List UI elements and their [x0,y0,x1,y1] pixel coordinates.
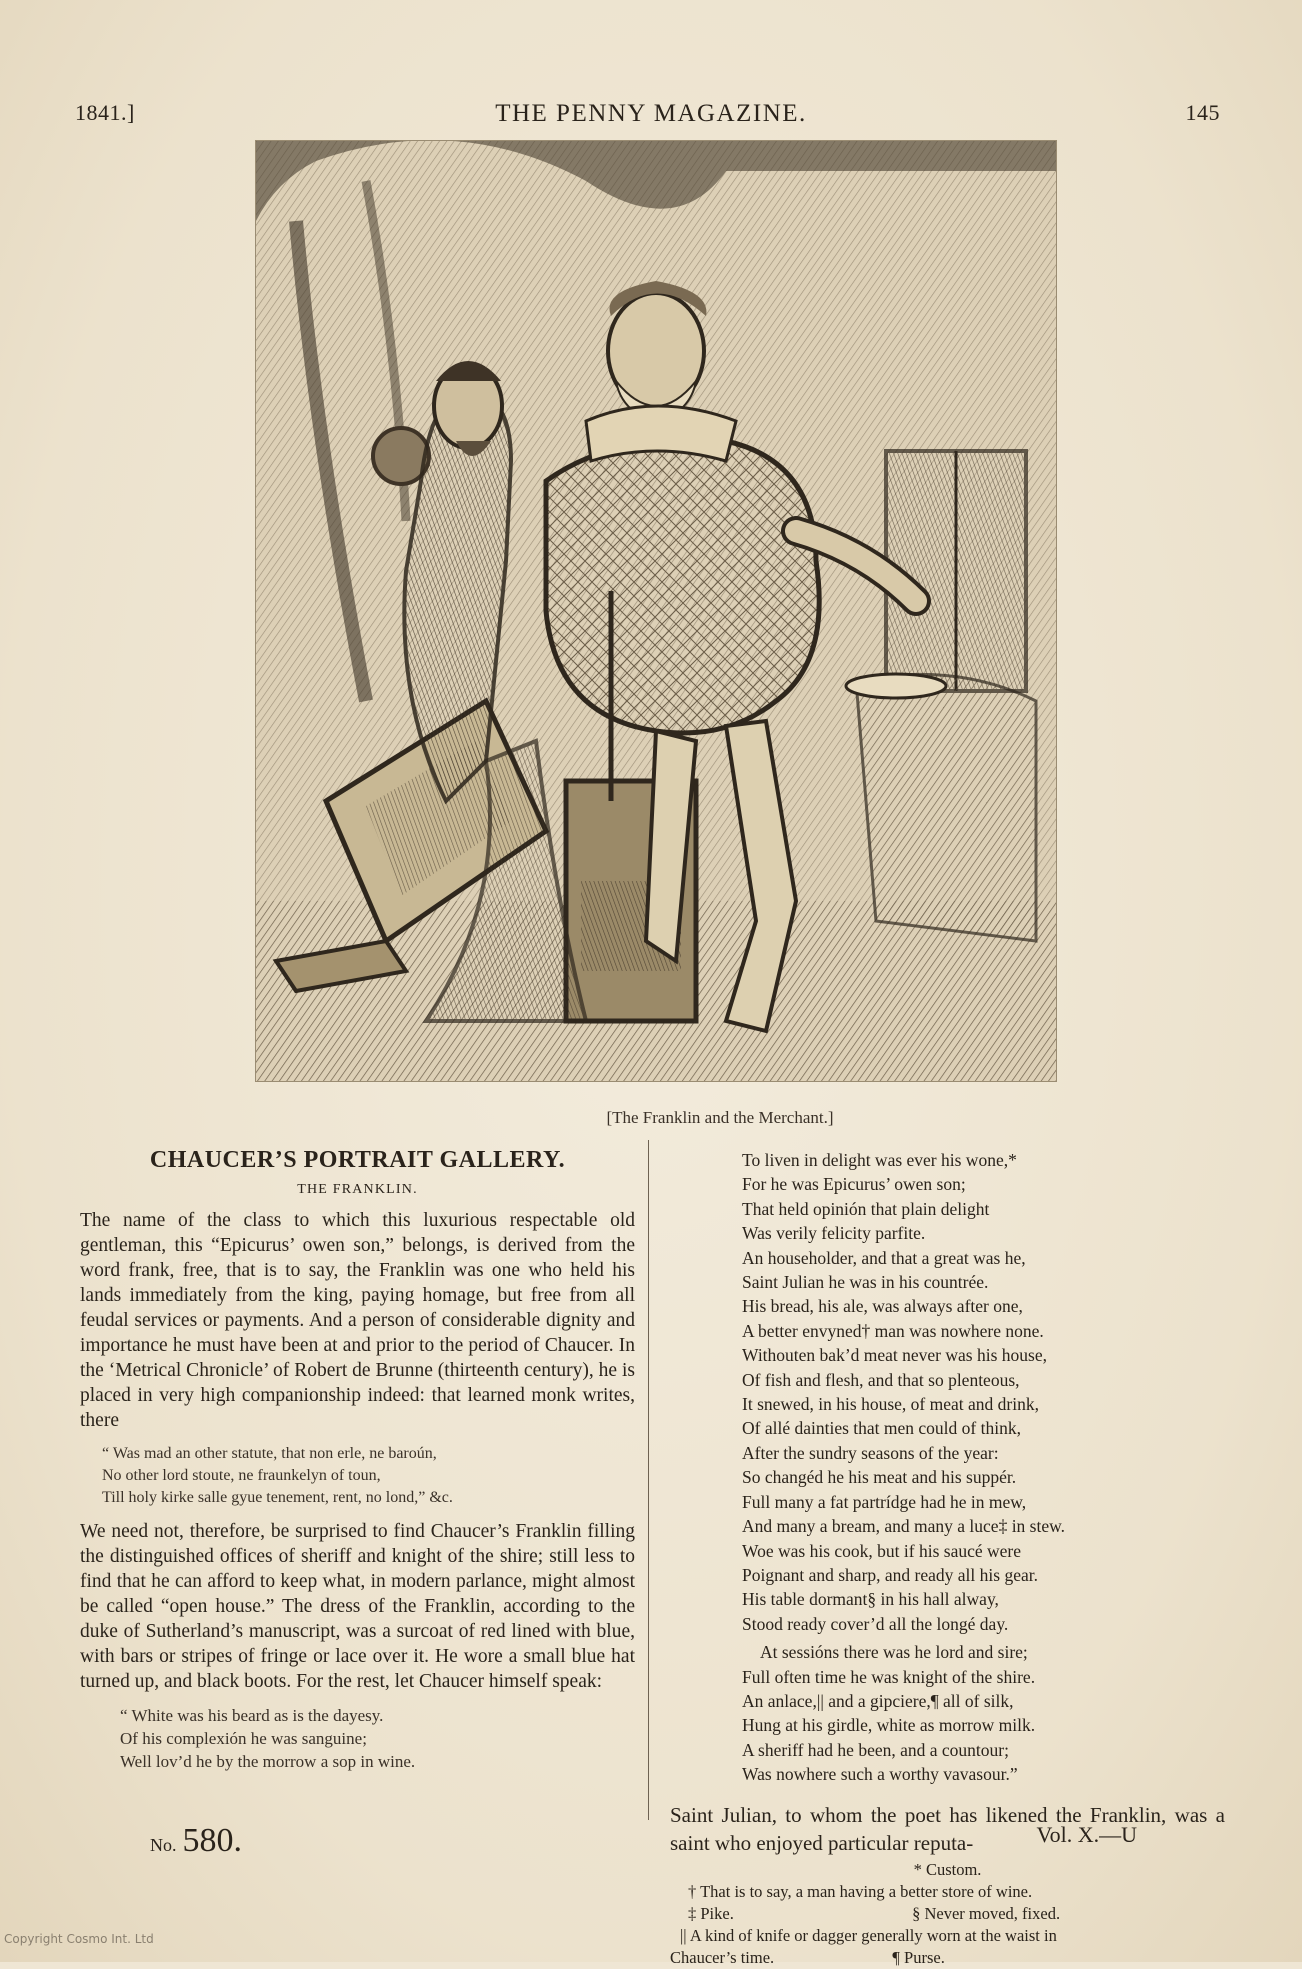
verse-line: For he was Epicurus’ owen son; [742,1174,966,1195]
verse-line: Stood ready cover’d all the longé day. [742,1613,1009,1634]
verse-line: Hung at his girdle, white as morrow milk. [742,1715,1036,1736]
verse-line: That held opinión that plain delight [742,1198,990,1219]
left-column [80,1148,635,1783]
verse-line: Of allé dainties that men could of think, [742,1418,1021,1439]
footnote: § Never moved, fixed. [912,1903,1061,1923]
issue-number-label: No. [150,1835,177,1855]
verse-line: Woe was his cook, but if his saucé were [742,1540,1022,1561]
footnote-row [670,1903,1225,1925]
verse-line: After the sundry seasons of the year: [742,1442,999,1463]
header-year: 1841.] [75,100,135,125]
footnotes [670,1859,1225,1969]
header-title: THE PENNY MAGAZINE. [495,100,807,127]
verse-line: His bread, his ale, was always after one, [742,1296,1023,1317]
header-page-number: 145 [1185,100,1220,125]
verse-line: His table dormant§ in his hall alway, [742,1589,999,1610]
verse-line: It snewed, in his house, of meat and drink, [742,1394,1039,1415]
verse-line: Was nowhere such a worthy vavasour.” [742,1764,1018,1785]
quote-line: Till holy kirke salle gyue tenement, rent, no lond,” &c. [102,1489,453,1506]
verse-line: To liven in delight was ever his wone,* [742,1150,1017,1170]
footnote: * Custom. [913,1859,982,1879]
verse-line: Withouten bak’d meat never was his house, [742,1345,1047,1366]
quote-line: Of his complexión he was sanguine; [120,1729,367,1748]
illustration-caption: [The Franklin and the Merchant.] [606,1108,834,1127]
verse-line: And many a bream, and many a luce‡ in stew. [742,1516,1065,1537]
footnote: ¶ Purse. [892,1947,945,1967]
column-divider [648,1140,649,1820]
verse-line: Full many a fat partrídge had he in mew, [742,1491,1027,1512]
verse-line: Of fish and flesh, and that so plenteous, [742,1369,1020,1390]
verse-line: So changéd he his meat and his suppér. [742,1467,1017,1488]
article-paragraph-1: The name of the class to which this luxurious respectable old gentleman, this “Epicurus’ owen son,” belongs, is derived from the word frank, free, that is to say, the Franklin was one who held his lands immediately from the king, paying homage, but free from all feudal services or payments. And a person of considerable dignity and importance he must have been at and prior to the period of Chaucer. In the ‘Metrical Chronicle’ of Robert de Brunne (thirteenth century), he is placed in very high companionship indeed: that learned monk writes, there [80,1210,635,1431]
article-paragraph-2: We need not, therefore, be surprised to find Chaucer’s Franklin filling the distinguished offices of sheriff and knight of the shire; still less to find that he can afford to keep what, in modern parlance, might almost be called “open house.” The dress of the Franklin, according to the duke of Sutherland’s manuscript, was a surcoat of red lined with blue, with bars or stripes of fringe or lace over it. He wore a small blue hat turned up, and black boots. For the rest, let Chaucer himself speak: [80,1521,635,1692]
footnote: Chaucer’s time. [670,1947,775,1967]
footnote: † That is to say, a man having a better store of wine. [688,1881,1033,1901]
quote-line: No other lord stoute, ne fraunkelyn of toun, [102,1467,381,1484]
article-continuation: Saint Julian, to whom the poet has likened the Franklin, was a saint who enjoyed particular reputa- [670,1802,1225,1855]
verse-line: Was verily felicity parfite. [742,1223,926,1244]
issue-number-value: 580. [182,1822,242,1859]
issue-number [150,1822,242,1860]
verse-line: Full often time he was knight of the shire. [742,1666,1036,1687]
verse-line: An anlace,|| and a gipciere,¶ all of silk, [742,1690,1014,1711]
verse-line: An householder, and that a great was he, [742,1247,1026,1268]
quote-line: Well lov’d he by the morrow a sop in wine. [120,1752,416,1771]
engraving-illustration [255,140,1057,1082]
footnote: ‡ Pike. [688,1903,734,1923]
footnote-row [670,1947,1225,1969]
verse-block [670,1148,1225,1787]
right-column [670,1148,1225,1969]
footnote: || A kind of knife or dagger generally worn at the waist in [680,1925,1057,1945]
article-subtitle: THE FRANKLIN. [297,1182,418,1197]
quote-line: “ White was his beard as is the dayesy. [120,1706,384,1725]
chaucer-quote [120,1704,635,1773]
verse-line: A better envyned† man was nowhere none. [742,1320,1044,1341]
verse-line: At sessións there was he lord and sire; [760,1642,1028,1663]
article-title: CHAUCER’S PORTRAIT GALLERY. [149,1147,566,1173]
volume-label: Vol. X.—U [1036,1822,1137,1847]
verse-line: Saint Julian he was in his countrée. [742,1272,989,1293]
copyright-watermark: Copyright Cosmo Int. Ltd [4,1932,154,1946]
quote-line: “ Was mad an other statute, that non erle, ne baroún, [102,1445,437,1462]
brunne-quote [102,1443,635,1509]
verse-line: Poignant and sharp, and ready all his gear. [742,1564,1038,1585]
verse-line: A sheriff had he been, and a countour; [742,1739,1009,1760]
